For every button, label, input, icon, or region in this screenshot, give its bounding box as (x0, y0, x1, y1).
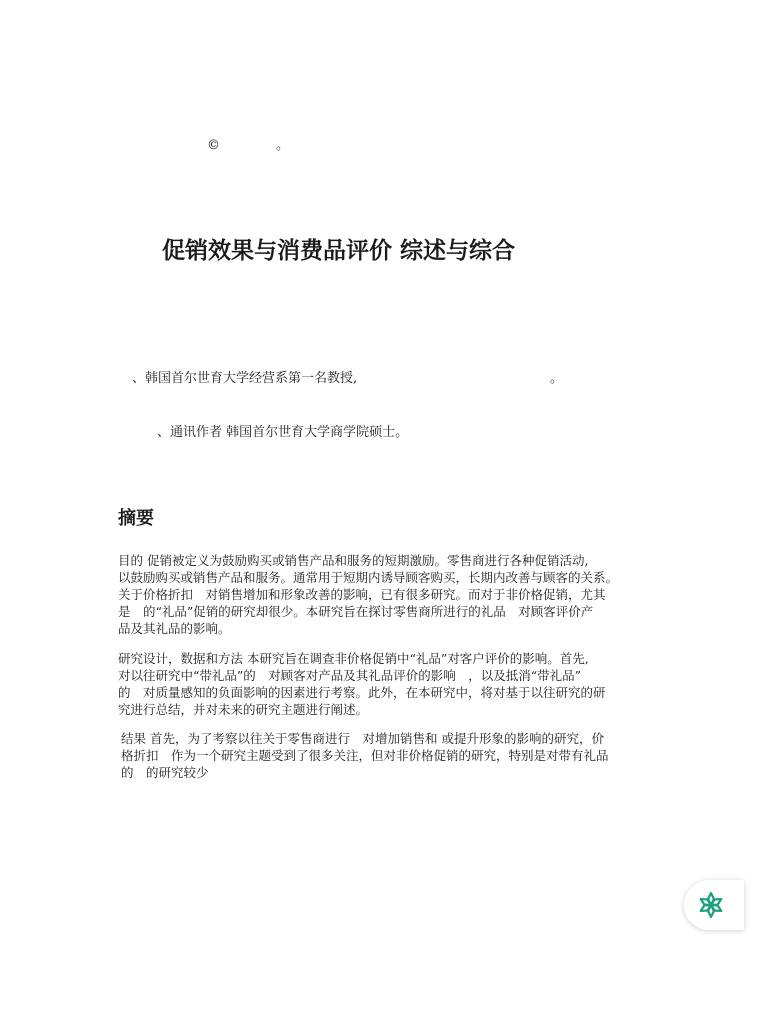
copyright-symbol: © (207, 138, 220, 153)
text-line: 格折扣 作为一个研究主题受到了很多关注，但对非价格促销的研究，特别是对带有礼品 (121, 748, 609, 763)
text-line: 究进行总结，并对未来的研究主题进行阐述。 (118, 702, 369, 717)
text-line: 结果 首先，为了考察以往关于零售商进行 对增加销售和 或提升形象的影响的研究，价 (121, 731, 604, 746)
text-line: 品及其礼品的影响。 (118, 621, 231, 636)
copyright-line (207, 134, 289, 153)
text-line: 以鼓励购买或销售产品和服务。通常用于短期内诱导顾客购买，长期内改善与顾客的关系。 (118, 570, 619, 585)
abstract-paragraph-purpose (118, 552, 652, 637)
abstract-paragraph-results (121, 730, 655, 781)
text-line: 目的 促销被定义为鼓励购买或销售产品和服务的短期激励。零售商进行各种促销活动, (118, 553, 589, 568)
text-line: 是 的“礼品”促销的研究却很少。本研究旨在探讨零售商所进行的礼品 对顾客评价产 (118, 604, 594, 619)
affiliation-1-period: 。 (550, 371, 564, 386)
paper-title: 促销效果与消费品评价 综述与综合 (162, 237, 516, 264)
affiliation-1-text: 、韩国首尔世育大学经营系第一名教授, (132, 371, 358, 386)
ai-assistant-icon (694, 888, 728, 922)
text-line: 对以往研究中“带礼品”的 对顾客对产品及其礼品评价的影响 ，以及抵消“带礼品” (118, 668, 582, 683)
ai-assistant-button[interactable] (684, 880, 744, 930)
text-line: 的 对质量感知的负面影响的因素进行考察。此外，在本研究中，将对基于以往研究的研 (118, 685, 606, 700)
author-affiliation-1 (132, 367, 564, 386)
abstract-paragraph-design (118, 650, 652, 718)
text-line: 研究设计，数据和方法 本研究旨在调查非价格促销中“礼品”对客户评价的影响。首先, (118, 651, 589, 666)
abstract-heading: 摘要 (118, 508, 154, 529)
text-line: 关于价格折扣 对销售增加和形象改善的影响，已有很多研究。而对于非价格促销，尤其 (118, 587, 606, 602)
copyright-period: 。 (276, 138, 290, 153)
author-affiliation-2: 、通讯作者 韩国首尔世育大学商学院硕士。 (157, 425, 409, 440)
text-line: 的 的研究较少 (121, 765, 209, 780)
